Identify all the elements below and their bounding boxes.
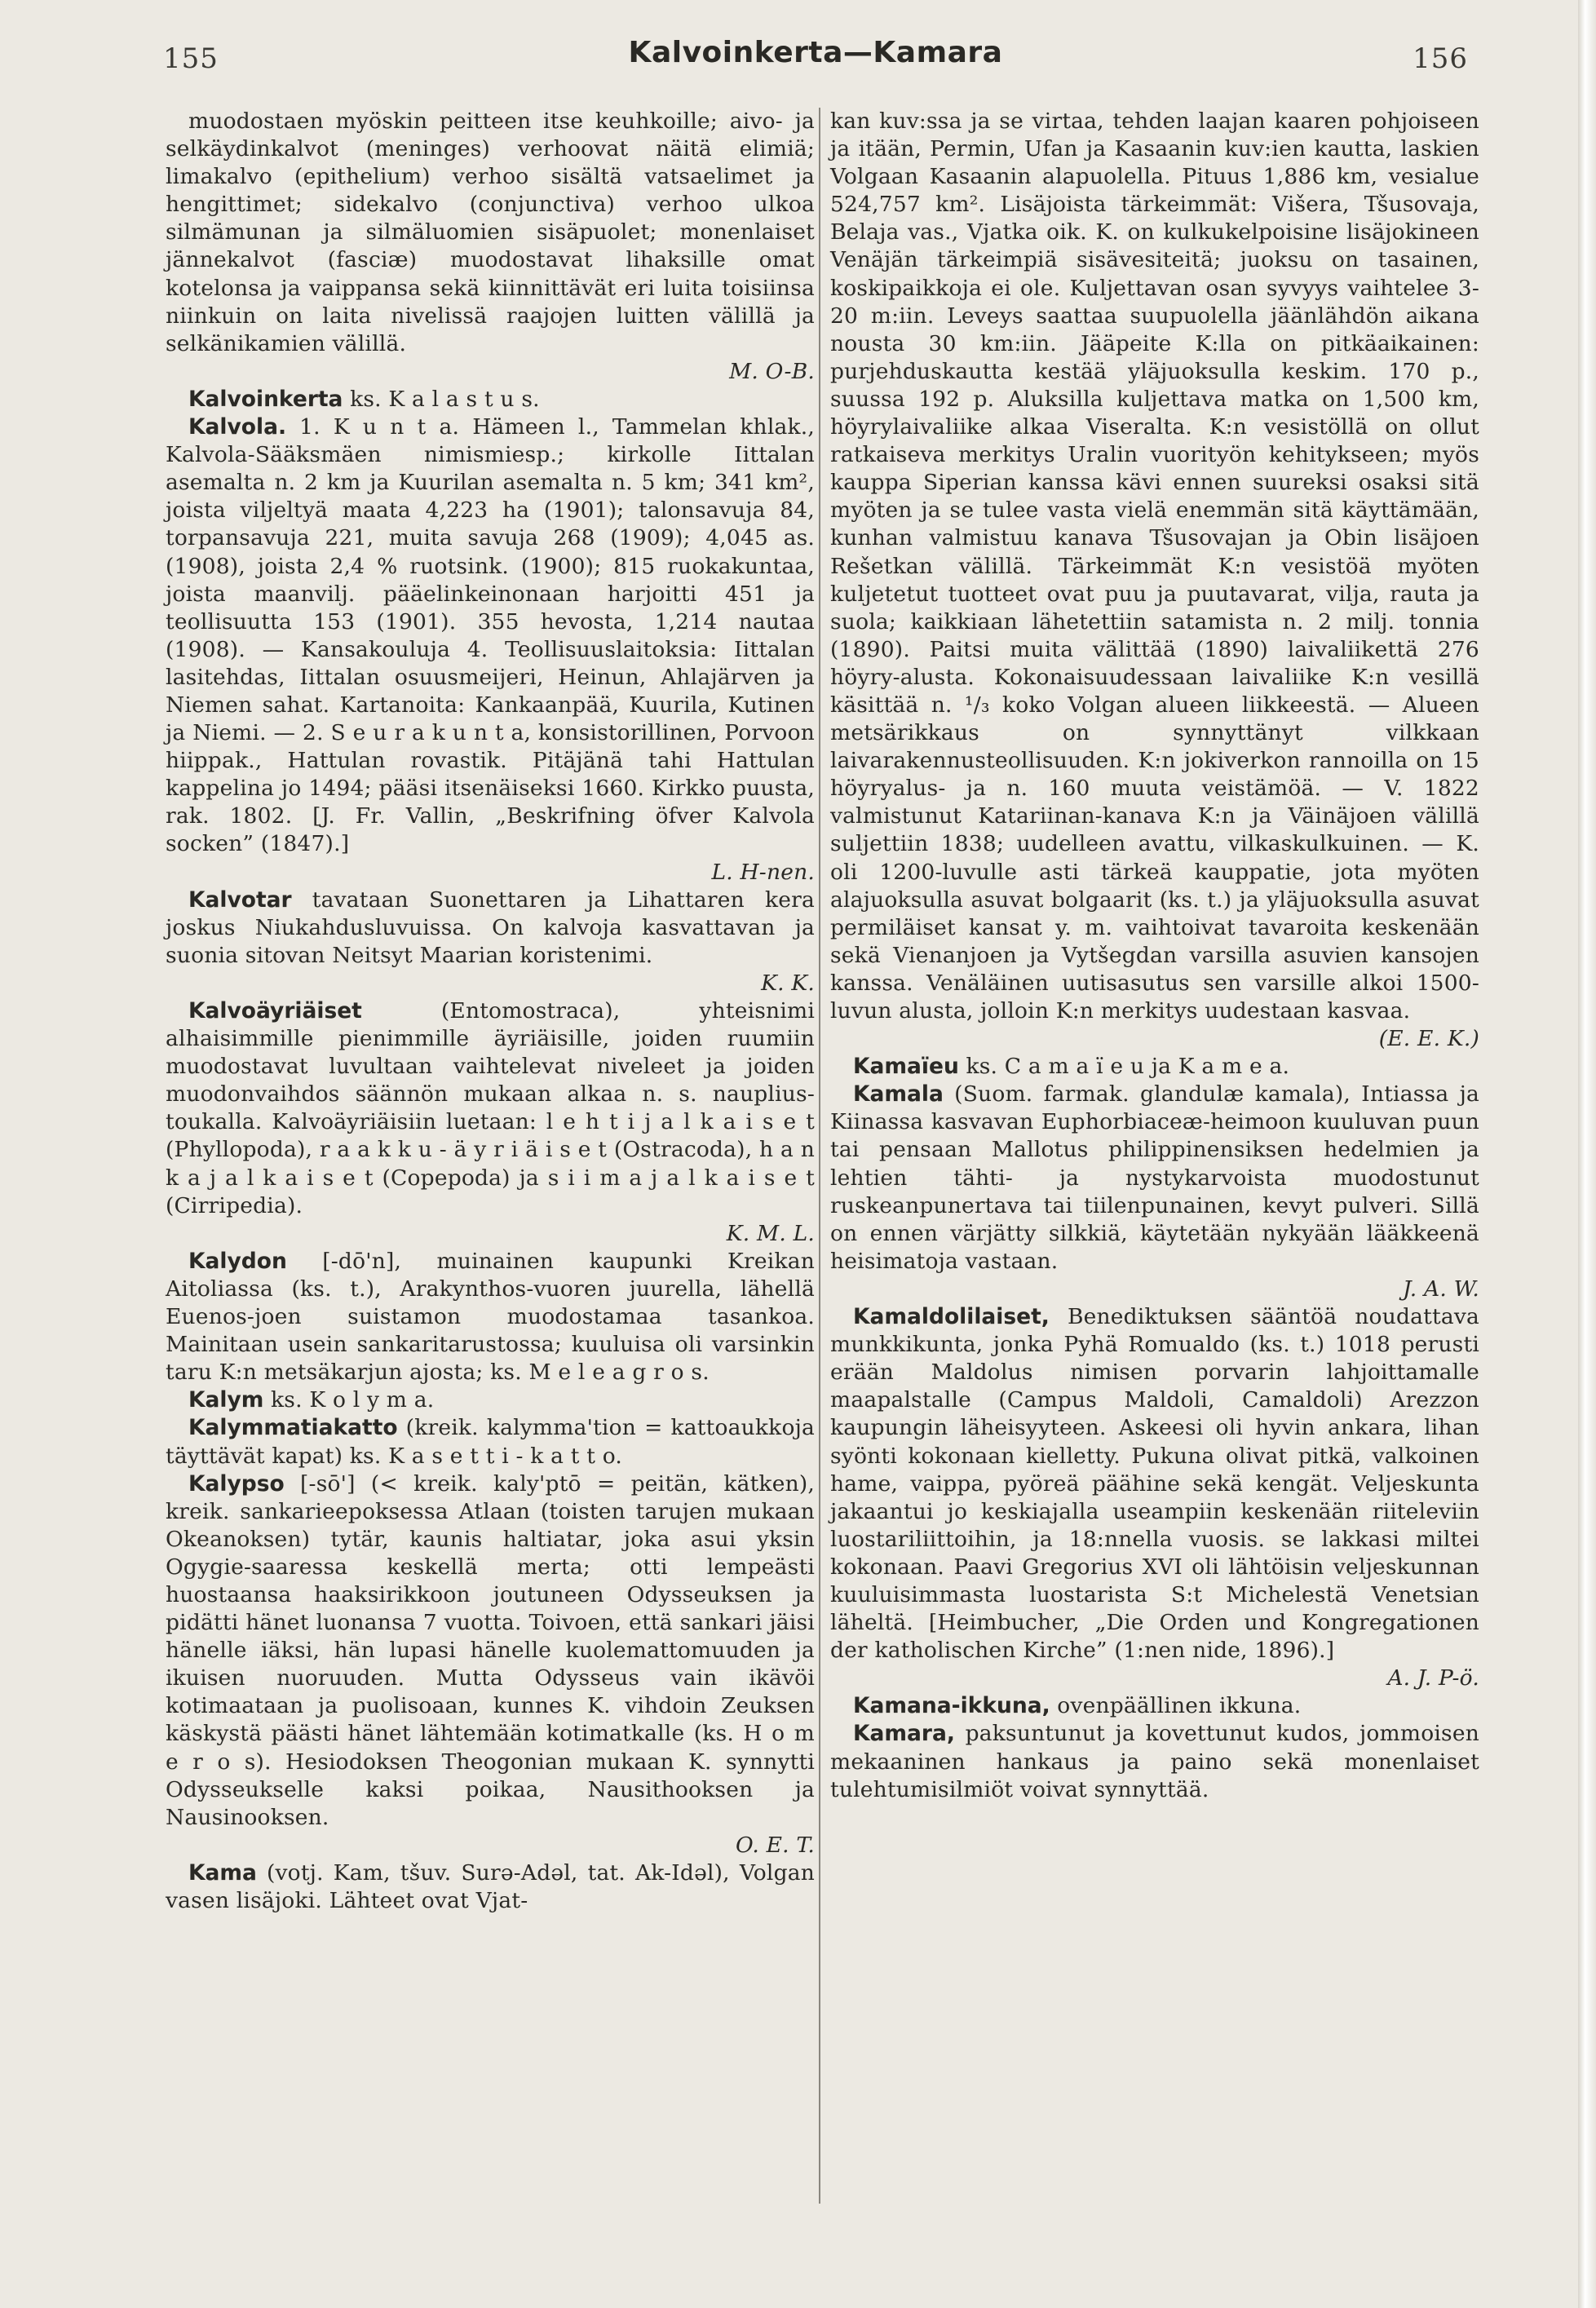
entry-headword: Kamara, [853, 1721, 955, 1747]
entry-text: ovenpäällinen ikkuna. [1057, 1693, 1302, 1719]
entry [830, 1720, 1479, 1803]
entry-text: paksuntunut ja kovettunut kudos, jommoisen mekaaninen hankaus ja paino sekä monenlaiset tulehtumisilmiöt voivat synnyttää. [830, 1721, 1479, 1802]
entry-headword: Kamaldolilaiset, [853, 1304, 1050, 1330]
entry [830, 1303, 1479, 1692]
entry [166, 1248, 815, 1386]
page-number-right: 156 [1413, 42, 1468, 75]
entry [166, 1859, 815, 1915]
entry [166, 108, 815, 386]
entry-text: (Entomostraca), yhteisnimi alhaisimmille pienimmille äyriäisille, joiden ruumiin muodostavat luvultaan vaihtelevat niveleet ja joiden muodonvaihdos säännön mukaan alkaa n. s. nauplius-toukalla. Kalvoäyriäisiin luetaan: l e h t i j a l k a i s e t (Phyllopoda), r a a k k u - ä y r i ä i s e t (Ostracoda), h a n k a j a l k a i s e t (Copepoda) ja s i i m a j a l k a i s e t (Cirripedia). [166, 998, 815, 1218]
entry-author: K. M. L. [726, 1220, 815, 1246]
page-number-left: 155 [163, 42, 219, 75]
entry-author: O. E. T. [735, 1832, 815, 1858]
entry [166, 413, 815, 887]
entry [166, 1386, 815, 1414]
column-divider [819, 108, 820, 2204]
entry-headword: Kalvola. [188, 414, 287, 440]
entry [830, 1692, 1479, 1720]
entry-headword: Kamaïeu [853, 1054, 959, 1080]
entry [830, 1081, 1479, 1303]
right-column [830, 108, 1479, 1804]
entry [166, 386, 815, 413]
entry-headword: Kalvoinkerta [188, 386, 343, 412]
entry-author: M. O-B. [729, 358, 815, 384]
entry-text: 1. K u n t a. Hämeen l., Tammelan khlak., Kalvola-Sääksmäen nimismiesp.; kirkolle Iittalan asemalta n. 2 km ja Kuurilan asemalta n. 5 km; 341 km², joista viljeltyä maata 4,223 ha (1901); talonsavuja 84, torpansavuja 221, muita savuja 268 (1909); 4,045 as. (1908), joista 2,4 % ruotsink. (1900); 815 ruokakuntaa, joista maanvilj. pääelinkeinonaan harjoitti 451 ja teollisuutta 153 (1901). 355 hevosta, 1,214 nautaa (1908). — Kansakouluja 4. Teollisuuslaitoksia: Iittalan lasitehdas, Iittalan osuusmeijeri, Heinun, Ahlajärven ja Niemen sahat. Kartanoita: Kankaanpää, Kuurila, Kutinen ja Niemi. — 2. S e u r a k u n t a, konsistorillinen, Porvoon hiippak., Hattulan rovastik. Pitäjänä tahi Hattulan kappelina jo 1494; pääsi itsenäiseksi 1660. Kirkko puusta, rak. 1802. [J. Fr. Vallin, „Beskrifning öfver Kalvola socken” (1847).] [166, 414, 815, 857]
entry-headword: Kamala [853, 1081, 944, 1108]
entry-text: muodostaen myöskin peitteen itse keuhkoille; aivo- ja selkäydinkalvot (meninges) verhoovat näitä elimiä; limakalvo (epithelium) verhoo sisältä vatsaelimet ja hengittimet; sidekalvo (conjunctiva) verhoo ulkoa silmämunan ja silmäluomien sisäpuolet; monenlaiset jännekalvot (fasciæ) muodostavat lihaksille omat kotelonsa ja vaippansa sekä kiinnittävät eri luita toisiinsa niinkuin on laita nivelissä raajojen luitten välillä ja selkänikamien välillä. [166, 108, 815, 356]
entry-headword: Kama [188, 1859, 257, 1886]
entry-author: J. A. W. [1402, 1276, 1479, 1302]
entry-headword: Kalvotar [188, 887, 292, 913]
entry [166, 997, 815, 1248]
entry-text: ks. K a l a s t u s. [350, 386, 540, 412]
entry [166, 1414, 815, 1470]
entry-headword: Kamana-ikkuna, [853, 1693, 1050, 1719]
entry-author: L. H-nen. [711, 859, 815, 885]
entry-headword: Kalypso [188, 1470, 285, 1497]
left-column [166, 108, 815, 1915]
entry [830, 1053, 1479, 1081]
entry-author: K. K. [761, 970, 815, 996]
entry-text: (kreik. kalymma'tion = kattoaukkoja täyttävät kapat) ks. K a s e t t i - k a t t o. [166, 1415, 816, 1469]
entry-text: (votj. Kam, tšuv. Surə-Adəl, tat. Ak-Idəl), Volgan vasen lisäjoki. Lähteet ovat Vjat- [166, 1859, 815, 1913]
entry [166, 887, 815, 997]
entry-text: [-sō'] (< kreik. kaly'ptō = peitän, kätken), kreik. sankarieepoksessa Atlaan (toisten tarujen mukaan Okeanoksen) tytär, kaunis haltiatar, joka asui yksin Ogygie-saaressa keskellä merta; otti lempeästi huostaansa haaksirikkoon joutuneen Odysseuksen ja pidätti hänet luonansa 7 vuotta. Toivoen, että sankari jäisi hänelle iäksi, hän lupasi hänelle kuolemattomuuden ja ikuisen nuoruuden. Mutta Odysseus vain ikävöi kotimaataan ja puolisoaan, kunnes K. vihdoin Zeuksen käskystä päästi hänet lähtemään kotimatkalle (ks. H o m e r o s). Hesiodoksen Theogonian mukaan K. synnytti Odysseukselle kaksi poikaa, Nausithooksen ja Nausinooksen. [166, 1470, 816, 1830]
entry-author: (E. E. K.) [1378, 1026, 1479, 1052]
entry-text: tavataan Suonettaren ja Lihattaren kera joskus Niukahdusluvuissa. On kalvoja kasvattavan ja suonia sitovan Neitsyt Maarian koristenimi. [166, 887, 815, 968]
entry-headword: Kalymmatiakatto [188, 1415, 398, 1441]
entry-headword: Kalym [188, 1387, 264, 1413]
entry [166, 1470, 815, 1859]
entry-headword: Kalydon [188, 1248, 287, 1274]
page-header [163, 36, 1468, 85]
entry-text: ks. C a m a ï e u ja K a m e a. [966, 1054, 1290, 1080]
entry-headword: Kalvoäyriäiset [188, 998, 362, 1024]
entry-text: [-dō'n], muinainen kaupunki Kreikan Aitoliassa (ks. t.), Arakynthos-vuoren juurella, lähellä Euenos-joen suistamon muodostamaa tasankoa. Mainitaan usein sankaritarustossa; kuuluisa oli varsinkin taru K:n metsäkarjun ajosta; ks. M e l e a g r o s. [166, 1248, 816, 1386]
entry-text: kan kuv:ssa ja se virtaa, tehden laajan kaaren pohjoiseen ja itään, Permin, Ufan ja Kasaanin kuv:ien kautta, laskien Volgaan Kasaanin alapuolella. Pituus 1,886 km, vesialue 524,757 km². Lisäjoista tärkeimmät: Višera, Tšusovaja, Belaja vas., Vjatka oik. K. on kulkukelpoisine lisäjokineen Venäjän tärkeimpiä sisävesiteitä; juoksu on tasainen, koskipaikkoja ei ole. Kuljettavan osan syvyys vaihtelee 3-20 m:iin. Leveys saattaa suupuolella jäänlähdön aikana nousta 30 km:iin. Jääpeite K:lla on pitkäaikainen: purjehduskautta kestää yläjuoksulla keskim. 170 p., suussa 192 p. Aluksilla kuljettava matka on 1,500 km, höyrylaivaliike alkaa Viseralta. K:n vesistöllä on ollut ratkaiseva merkitys Uralin vuorityön kehitykseen; myös kauppa Siperian kanssa kävi ennen suureksi osaksi sitä myöten ja se tulee vasta vielä enemmän sitä käyttämään, kunhan valmistuu kanava Tšusovajan ja Obin lisäjoen Rešetkan välillä. Tärkeimmät K:n vesistöä myöten kuljetetut tuotteet ovat puu ja puutavarat, vilja, rauta ja suola; kaikkiaan lähetettiin satamista n. 2 milj. tonnia (1890). Paitsi muita välittää (1890) laivaliikettä 276 höyry-alusta. Kokonaisuudessaan laivaliike K:n vesillä käsittää n. ¹/₃ koko Volgan alueen liikkeestä. — Alueen metsärikkaus on synnyttänyt vilkkaan laivarakennusteollisuuden. K:n jokiverkon rannoilla on 15 höyryalus- ja n. 160 muuta veistämöä. — V. 1822 valmistunut Katariinan-kanava K:n ja Väinäjoen välillä suljettiin 1838; uudelleen avattu, vilkaskulkuinen. — K. oli 1200-luvulle asti tärkeä kauppatie, jota myöten alajuoksulla asuvat bolgaarit (ks. t.) ja yläjuoksulla asuvat permiläiset kansat y. m. vaihtoivat tavaroita keskenään sekä Vienanjoen ja Vytšegdan varsilla asuvien kansojen kanssa. Venäläinen uutisasutus sen varsille alkoi 1500-luvun alusta, jolloin K:n merkitys uudestaan kasvaa. [830, 108, 1479, 1024]
entry [830, 108, 1479, 1053]
entry-author: A. J. P-ö. [1387, 1665, 1479, 1691]
entry-text: ks. K o l y m a. [271, 1387, 435, 1413]
running-head: Kalvoinkerta—Kamara [628, 36, 1003, 69]
entry-text: (Suom. farmak. glandulæ kamala), Intiassa ja Kiinassa kasvavan Euphorbiaceæ-heimoon kuuluvan puun tai pensaan Mallotus philippinensiksen hedelmien ja lehtien tähti- ja nystykarvoista muodostunut ruskeanpunertava tai tiilenpunainen, kevyt pulveri. Sillä on ennen värjätty silkkiä, käytetään nykyään lääkkeenä heisimatoja vastaan. [830, 1081, 1480, 1274]
page-edge [1578, 0, 1596, 2308]
entry-text: Benediktuksen sääntöä noudattava munkkikunta, jonka Pyhä Romualdo (ks. t.) 1018 perusti erään Maldolus nimisen porvarin lahjoittamalle maapalstalle (Campus Maldoli, Camaldoli) Arezzon kaupungin läheisyyteen. Askeesi oli hyvin ankara, lihan syönti kokonaan kielletty. Pukuna olivat pitkä, valkoinen hame, vaippa, pyöreä päähine sekä kengät. Veljeskunta jakaantui jo keskiajalla useampiin keskenään riiteleviin luostariliittoihin, ja 18:nnella vuosis. se lakkasi miltei kokonaan. Paavi Gregorius XVI oli lähtöisin veljeskunnan kuuluisimmasta luostarista S:t Michelestä Venetsian läheltä. [Heimbucher, „Die Orden und Kongregationen der katholischen Kirche” (1:nen nide, 1896).] [830, 1304, 1479, 1664]
